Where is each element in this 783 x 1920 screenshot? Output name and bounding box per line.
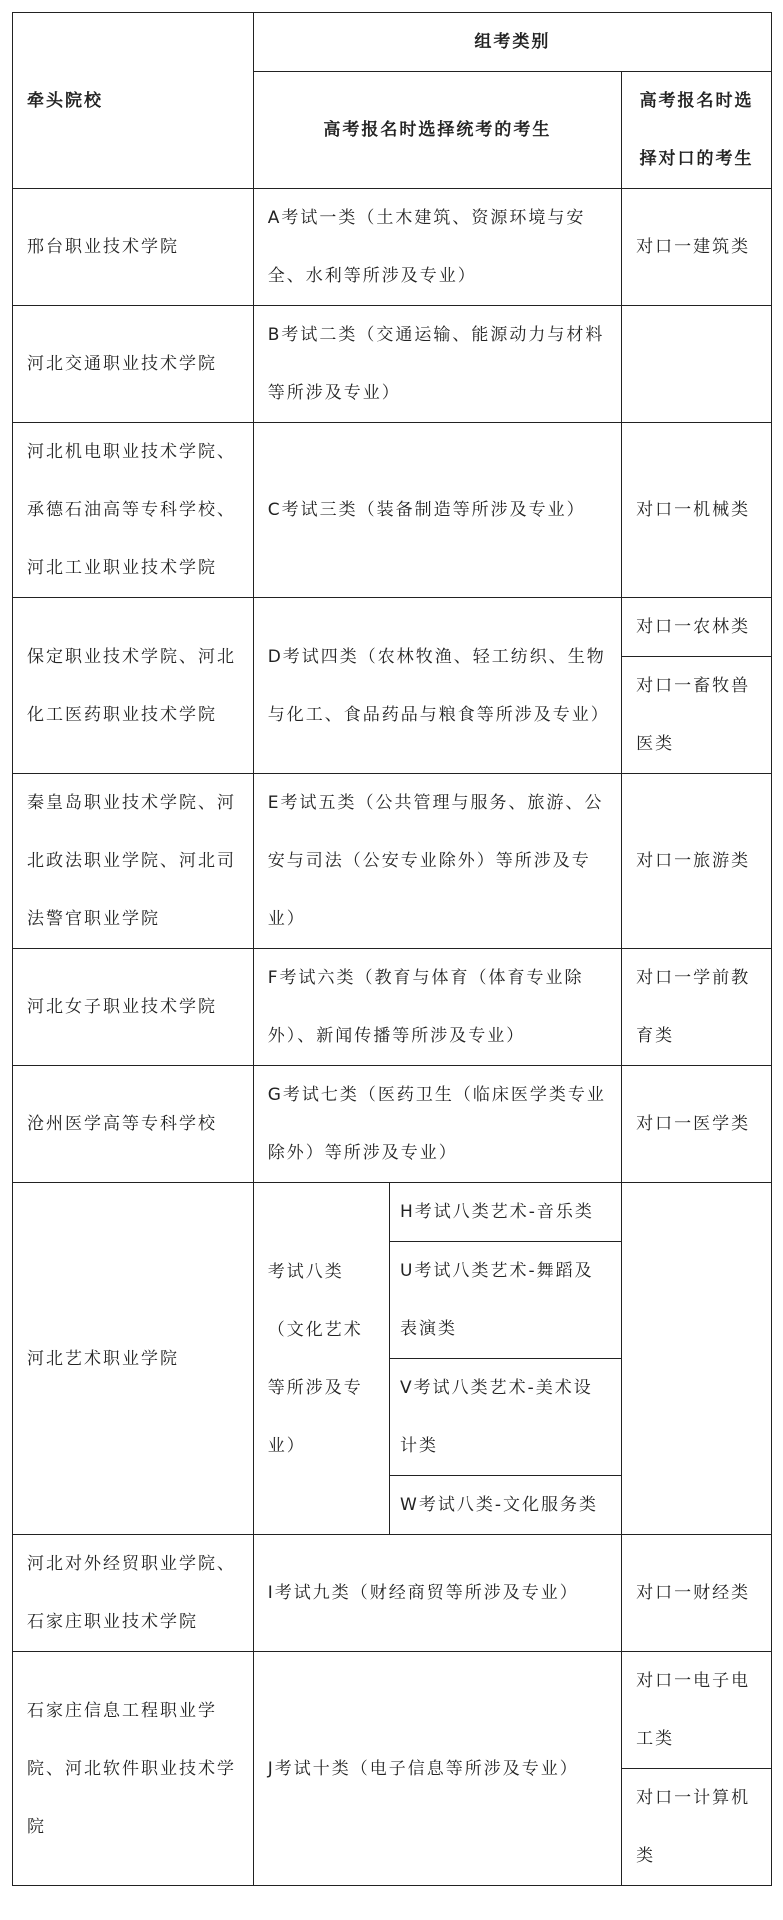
table-row (13, 306, 772, 423)
table-row (13, 1652, 772, 1769)
unified-category-cell: A考试一类（土木建筑、资源环境与安全、水利等所涉及专业） (253, 189, 621, 306)
vocational-exam-header: 高考报名时选择对口的考生 (622, 72, 772, 189)
vocational-category-cell: 对口一财经类 (622, 1535, 772, 1652)
school-cell: 秦皇岛职业技术学院、河北政法职业学院、河北司法警官职业学院 (13, 774, 254, 949)
unified-category-cell: D考试四类（农林牧渔、轻工纺织、生物与化工、食品药品与粮食等所涉及专业） (253, 598, 621, 774)
unified-category-cell: I考试九类（财经商贸等所涉及专业） (253, 1535, 621, 1652)
school-cell: 保定职业技术学院、河北化工医药职业技术学院 (13, 598, 254, 774)
vocational-category-cell: 对口一电子电工类 (622, 1652, 772, 1769)
school-cell: 沧州医学高等专科学校 (13, 1066, 254, 1183)
vocational-category-cell: 对口一计算机类 (622, 1769, 772, 1886)
table-row (13, 189, 772, 306)
exam-category-table (12, 12, 772, 1886)
unified-category-cell: B考试二类（交通运输、能源动力与材料等所涉及专业） (253, 306, 621, 423)
table-row (13, 949, 772, 1066)
school-cell: 邢台职业技术学院 (13, 189, 254, 306)
vocational-category-cell: 对口一旅游类 (622, 774, 772, 949)
table-row (13, 598, 772, 657)
category-group-header: 组考类别 (253, 13, 771, 72)
table-row (13, 423, 772, 598)
table-row (13, 1535, 772, 1652)
unified-category-cell: E考试五类（公共管理与服务、旅游、公安与司法（公安专业除外）等所涉及专业） (253, 774, 621, 949)
vocational-category-cell: 对口一机械类 (622, 423, 772, 598)
vocational-category-cell (622, 1183, 772, 1535)
unified-category-cell: C考试三类（装备制造等所涉及专业） (253, 423, 621, 598)
school-cell: 河北交通职业技术学院 (13, 306, 254, 423)
vocational-category-cell: 对口一农林类 (622, 598, 772, 657)
unified-category-cell: F考试六类（教育与体育（体育专业除外）、新闻传播等所涉及专业） (253, 949, 621, 1066)
school-cell: 河北机电职业技术学院、承德石油高等专科学校、河北工业职业技术学院 (13, 423, 254, 598)
school-cell: 河北女子职业技术学院 (13, 949, 254, 1066)
unified-subcategory-cell: V考试八类艺术-美术设计类 (390, 1359, 622, 1476)
vocational-category-cell: 对口一畜牧兽医类 (622, 657, 772, 774)
header-row-1 (13, 13, 772, 72)
unified-subcategory-cell: H考试八类艺术-音乐类 (390, 1183, 622, 1242)
vocational-category-cell: 对口一学前教育类 (622, 949, 772, 1066)
table-row (13, 1183, 772, 1242)
school-cell: 河北艺术职业学院 (13, 1183, 254, 1535)
school-cell: 石家庄信息工程职业学院、河北软件职业技术学院 (13, 1652, 254, 1886)
school-cell: 河北对外经贸职业学院、石家庄职业技术学院 (13, 1535, 254, 1652)
vocational-category-cell: 对口一建筑类 (622, 189, 772, 306)
table-row (13, 774, 772, 949)
lead-school-header: 牵头院校 (13, 13, 254, 189)
vocational-category-cell (622, 306, 772, 423)
unified-subcategory-cell: U考试八类艺术-舞蹈及表演类 (390, 1242, 622, 1359)
unified-category-cell: G考试七类（医药卫生（临床医学类专业除外）等所涉及专业） (253, 1066, 621, 1183)
unified-group-cell: 考试八类（文化艺术等所涉及专业） (253, 1183, 389, 1535)
table-row (13, 1066, 772, 1183)
unified-category-cell: J考试十类（电子信息等所涉及专业） (253, 1652, 621, 1886)
unified-subcategory-cell: W考试八类-文化服务类 (390, 1476, 622, 1535)
vocational-category-cell: 对口一医学类 (622, 1066, 772, 1183)
unified-exam-header: 高考报名时选择统考的考生 (253, 72, 621, 189)
